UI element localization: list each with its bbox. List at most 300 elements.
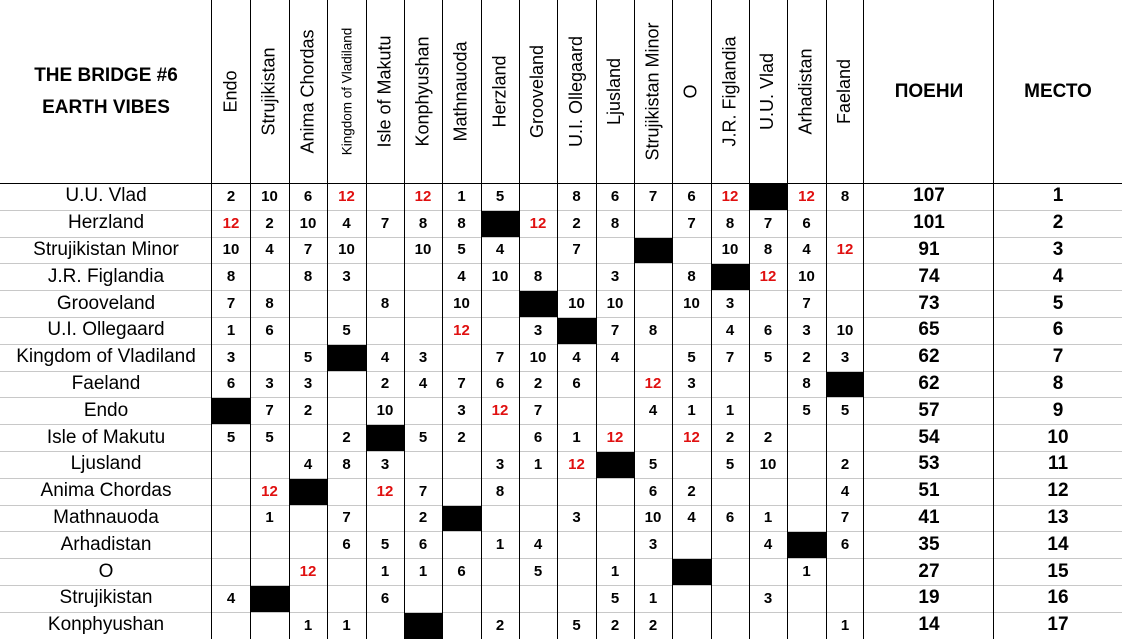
score-cell: 6 bbox=[802, 214, 811, 232]
row-country-name: Isle of Makutu bbox=[46, 426, 166, 448]
score-cell: 2 bbox=[648, 616, 658, 634]
score-cell: 3 bbox=[763, 589, 773, 607]
score-cell: 1 bbox=[648, 589, 658, 607]
row-country-name: Kingdom of Vladiland bbox=[16, 346, 196, 368]
blocked-cell bbox=[442, 506, 481, 532]
score-cell: 1 bbox=[265, 509, 274, 527]
row-country-name: U.I. Ollegaard bbox=[47, 319, 165, 341]
row-gridline bbox=[0, 558, 1122, 559]
total-points: 41 bbox=[918, 506, 940, 528]
score-cell: 4 bbox=[725, 321, 735, 339]
score-cell: 10 bbox=[222, 241, 240, 259]
place-rank: 12 bbox=[1047, 480, 1069, 502]
column-border bbox=[826, 0, 827, 639]
total-points: 91 bbox=[918, 238, 940, 260]
score-cell: 10 bbox=[491, 268, 509, 286]
score-cell: 5 bbox=[380, 536, 390, 554]
score-cell: 7 bbox=[572, 241, 581, 259]
score-cell: 1 bbox=[457, 187, 466, 205]
score-cell: 6 bbox=[533, 429, 543, 447]
score-cell: 4 bbox=[648, 402, 658, 420]
score-cell: 6 bbox=[687, 187, 696, 205]
header-border bbox=[0, 183, 1122, 184]
score-cell: 7 bbox=[533, 402, 543, 420]
column-header bbox=[442, 0, 481, 183]
score-cell: 5 bbox=[648, 455, 658, 473]
score-cell: 2 bbox=[687, 482, 696, 500]
score-cell: 3 bbox=[725, 295, 735, 313]
column-header-label: Grooveland bbox=[527, 44, 548, 139]
score-cell: 7 bbox=[342, 509, 351, 527]
score-cell: 3 bbox=[265, 375, 274, 393]
row-gridline bbox=[0, 505, 1122, 506]
column-border bbox=[557, 0, 558, 639]
score-cell: 3 bbox=[418, 348, 428, 366]
score-cell: 1 bbox=[342, 616, 351, 634]
column-header-label: Kingdom of Vladiland bbox=[339, 27, 354, 156]
total-points: 73 bbox=[918, 292, 940, 314]
sheet-title bbox=[0, 0, 212, 183]
total-points: 101 bbox=[913, 212, 945, 234]
column-border bbox=[289, 0, 290, 639]
score-cell: 6 bbox=[840, 536, 850, 554]
score-cell: 6 bbox=[763, 321, 773, 339]
score-cell: 5 bbox=[572, 616, 581, 634]
row-country-name: Faeland bbox=[71, 372, 141, 394]
place-rank: 3 bbox=[1052, 238, 1064, 260]
score-cell: 8 bbox=[380, 295, 390, 313]
score-cell: 5 bbox=[763, 348, 773, 366]
total-points: 62 bbox=[918, 346, 940, 368]
column-header bbox=[634, 0, 672, 183]
row-country-name: Ljusland bbox=[70, 453, 142, 475]
score-cell: 5 bbox=[226, 429, 236, 447]
column-header-label: U.I. Ollegaard bbox=[566, 35, 586, 148]
score-cell: 12 bbox=[491, 402, 509, 420]
column-header-label: U.U. Vlad bbox=[757, 52, 778, 131]
score-cell: 7 bbox=[802, 295, 811, 313]
column-border bbox=[327, 0, 328, 639]
score-cell: 7 bbox=[265, 402, 274, 420]
score-cell: 5 bbox=[495, 187, 505, 205]
row-gridline bbox=[0, 317, 1122, 318]
column-header-label: Strujikistan bbox=[259, 47, 279, 136]
total-points: 62 bbox=[918, 372, 940, 394]
column-header bbox=[481, 0, 519, 183]
column-header-label: Ljusland bbox=[604, 57, 625, 126]
score-cell: 2 bbox=[342, 429, 351, 447]
column-header bbox=[557, 0, 596, 183]
row-country-name: U.U. Vlad bbox=[65, 185, 147, 207]
blocked-cell bbox=[212, 398, 250, 424]
score-cell: 4 bbox=[226, 589, 236, 607]
column-header-label: Herzland bbox=[489, 55, 510, 128]
row-country-name: Strujikistan Minor bbox=[33, 238, 179, 260]
score-cell: 8 bbox=[840, 187, 850, 205]
row-gridline bbox=[0, 612, 1122, 613]
column-border bbox=[250, 0, 251, 639]
score-cell: 7 bbox=[840, 509, 850, 527]
score-cell: 6 bbox=[610, 187, 620, 205]
column-header-label: Endo bbox=[220, 70, 241, 113]
score-cell: 1 bbox=[802, 563, 811, 581]
row-country-name: J.R. Figlandia bbox=[47, 265, 165, 287]
score-cell: 7 bbox=[303, 241, 313, 259]
column-header bbox=[672, 0, 711, 183]
score-cell: 1 bbox=[495, 536, 505, 554]
column-header bbox=[519, 0, 557, 183]
score-cell: 3 bbox=[840, 348, 850, 366]
column-border bbox=[672, 0, 673, 639]
score-cell: 3 bbox=[648, 536, 658, 554]
score-cell: 4 bbox=[572, 348, 581, 366]
score-cell: 6 bbox=[572, 375, 581, 393]
score-cell: 4 bbox=[418, 375, 428, 393]
score-cell: 7 bbox=[725, 348, 735, 366]
score-cell: 10 bbox=[606, 295, 624, 313]
score-cell: 2 bbox=[265, 214, 274, 232]
score-cell: 8 bbox=[533, 268, 543, 286]
score-cell: 4 bbox=[840, 482, 850, 500]
row-country-name: Grooveland bbox=[56, 292, 156, 314]
score-cell: 5 bbox=[342, 321, 351, 339]
row-gridline bbox=[0, 210, 1122, 211]
score-cell: 3 bbox=[572, 509, 581, 527]
score-cell: 2 bbox=[802, 348, 811, 366]
blocked-cell bbox=[711, 264, 749, 290]
place-rank: 16 bbox=[1047, 587, 1069, 609]
score-cell: 10 bbox=[414, 241, 432, 259]
column-header-label: J.R. Figlandia bbox=[719, 36, 740, 147]
blocked-cell bbox=[634, 238, 672, 264]
blocked-cell bbox=[327, 345, 366, 371]
score-cell: 3 bbox=[342, 268, 351, 286]
place-rank: 11 bbox=[1047, 453, 1069, 475]
column-header-label: Mathnauoda bbox=[451, 41, 471, 142]
score-cell: 8 bbox=[802, 375, 811, 393]
score-cell: 8 bbox=[763, 241, 773, 259]
row-country-name: Arhadistan bbox=[60, 533, 152, 555]
place-rank: 17 bbox=[1047, 614, 1069, 636]
score-cell: 10 bbox=[798, 268, 815, 286]
score-cell: 8 bbox=[687, 268, 696, 286]
score-cell: 12 bbox=[261, 482, 278, 500]
title-line-1: THE BRIDGE #6 bbox=[34, 64, 178, 86]
score-cell: 12 bbox=[568, 455, 585, 473]
score-cell: 7 bbox=[763, 214, 773, 232]
score-cell: 10 bbox=[453, 295, 470, 313]
blocked-cell bbox=[787, 532, 826, 558]
score-cell: 12 bbox=[414, 187, 432, 205]
column-header bbox=[596, 0, 634, 183]
score-cell: 8 bbox=[303, 268, 313, 286]
row-country-name: Herzland bbox=[67, 212, 145, 234]
row-gridline bbox=[0, 397, 1122, 398]
score-cell: 6 bbox=[725, 509, 735, 527]
score-cell: 4 bbox=[303, 455, 313, 473]
blocked-cell bbox=[481, 211, 519, 237]
score-cell: 4 bbox=[802, 241, 811, 259]
place-rank: 14 bbox=[1047, 533, 1069, 555]
score-cell: 6 bbox=[265, 321, 274, 339]
score-cell: 12 bbox=[529, 214, 547, 232]
row-country-name: O bbox=[98, 560, 114, 582]
place-rank: 5 bbox=[1052, 292, 1064, 314]
total-points: 107 bbox=[913, 185, 945, 207]
score-cell: 12 bbox=[453, 321, 470, 339]
score-cell: 7 bbox=[418, 482, 428, 500]
score-cell: 8 bbox=[648, 321, 658, 339]
score-cell: 2 bbox=[725, 429, 735, 447]
score-cell: 2 bbox=[533, 375, 543, 393]
row-gridline bbox=[0, 237, 1122, 238]
column-header-label: Anima Chordas bbox=[297, 29, 318, 154]
score-cell: 10 bbox=[299, 214, 317, 232]
total-points: 54 bbox=[918, 426, 940, 448]
total-points: 14 bbox=[918, 614, 940, 636]
score-cell: 12 bbox=[836, 241, 854, 259]
score-cell: 5 bbox=[418, 429, 428, 447]
row-country-name: Endo bbox=[83, 399, 129, 421]
column-header bbox=[366, 0, 404, 183]
score-cell: 7 bbox=[610, 321, 620, 339]
score-cell: 2 bbox=[610, 616, 620, 634]
score-cell: 1 bbox=[572, 429, 581, 447]
row-gridline bbox=[0, 531, 1122, 532]
column-header-label: Faeland bbox=[834, 58, 855, 125]
column-border bbox=[749, 0, 750, 639]
score-cell: 12 bbox=[759, 268, 777, 286]
total-points: 19 bbox=[918, 587, 940, 609]
place-rank: 9 bbox=[1052, 399, 1064, 421]
column-header bbox=[289, 0, 327, 183]
score-cell: 3 bbox=[495, 455, 505, 473]
score-cell: 1 bbox=[840, 616, 850, 634]
place-rank: 10 bbox=[1047, 426, 1069, 448]
score-cell: 3 bbox=[303, 375, 313, 393]
column-border bbox=[596, 0, 597, 639]
score-cell: 12 bbox=[299, 563, 317, 581]
score-cell: 2 bbox=[418, 509, 428, 527]
column-header-label: Strujikistan Minor bbox=[642, 22, 663, 161]
column-border bbox=[442, 0, 443, 639]
score-cell: 1 bbox=[687, 402, 696, 420]
title-line-2: EARTH VIBES bbox=[42, 96, 170, 118]
place-rank: 8 bbox=[1052, 372, 1064, 394]
score-cell: 10 bbox=[376, 402, 394, 420]
row-gridline bbox=[0, 371, 1122, 372]
score-cell: 10 bbox=[529, 348, 547, 366]
score-cell: 8 bbox=[457, 214, 466, 232]
score-cell: 8 bbox=[610, 214, 620, 232]
score-cell: 12 bbox=[338, 187, 355, 205]
score-cell: 12 bbox=[376, 482, 394, 500]
score-cell: 4 bbox=[380, 348, 390, 366]
column-header-label: Isle of Makutu bbox=[374, 35, 395, 148]
score-cell: 6 bbox=[418, 536, 428, 554]
total-points: 35 bbox=[918, 533, 940, 555]
column-header-label: O bbox=[680, 84, 701, 99]
score-cell: 12 bbox=[606, 429, 624, 447]
points-header: ПОЕНИ bbox=[894, 80, 964, 102]
score-cell: 5 bbox=[610, 589, 620, 607]
total-points: 51 bbox=[918, 480, 940, 502]
score-cell: 3 bbox=[802, 321, 811, 339]
blocked-cell bbox=[596, 452, 634, 478]
score-cell: 3 bbox=[457, 402, 466, 420]
score-cell: 1 bbox=[303, 616, 313, 634]
column-border bbox=[634, 0, 635, 639]
column-border bbox=[366, 0, 367, 639]
score-cell: 7 bbox=[648, 187, 658, 205]
score-cell: 3 bbox=[533, 321, 543, 339]
score-cell: 5 bbox=[840, 402, 850, 420]
score-cell: 8 bbox=[725, 214, 735, 232]
place-header: МЕСТО bbox=[1024, 80, 1092, 102]
score-cell: 7 bbox=[495, 348, 505, 366]
score-cell: 6 bbox=[342, 536, 351, 554]
score-cell: 6 bbox=[648, 482, 658, 500]
row-gridline bbox=[0, 290, 1122, 291]
name-column-border bbox=[211, 0, 212, 639]
score-cell: 2 bbox=[380, 375, 390, 393]
score-cell: 2 bbox=[303, 402, 313, 420]
column-border bbox=[481, 0, 482, 639]
score-cell: 4 bbox=[265, 241, 274, 259]
column-border bbox=[711, 0, 712, 639]
score-cell: 10 bbox=[261, 187, 278, 205]
score-cell: 4 bbox=[457, 268, 466, 286]
score-cell: 8 bbox=[265, 295, 274, 313]
points-column-border bbox=[863, 0, 864, 639]
score-cell: 5 bbox=[265, 429, 274, 447]
score-cell: 4 bbox=[763, 536, 773, 554]
row-country-name: Mathnauoda bbox=[53, 506, 159, 528]
place-rank: 2 bbox=[1052, 212, 1064, 234]
score-cell: 12 bbox=[222, 214, 240, 232]
row-gridline bbox=[0, 451, 1122, 452]
score-cell: 2 bbox=[495, 616, 505, 634]
score-cell: 3 bbox=[610, 268, 620, 286]
blocked-cell bbox=[749, 184, 787, 210]
score-cell: 1 bbox=[610, 563, 620, 581]
score-cell: 5 bbox=[802, 402, 811, 420]
column-border bbox=[519, 0, 520, 639]
place-column-border bbox=[993, 0, 994, 639]
total-points: 65 bbox=[918, 319, 940, 341]
score-cell: 5 bbox=[533, 563, 543, 581]
score-cell: 3 bbox=[687, 375, 696, 393]
score-cell: 3 bbox=[380, 455, 390, 473]
place-rank: 6 bbox=[1052, 319, 1064, 341]
score-cell: 1 bbox=[226, 321, 236, 339]
score-cell: 1 bbox=[763, 509, 773, 527]
row-country-name: Anima Chordas bbox=[40, 480, 172, 502]
score-cell: 4 bbox=[610, 348, 620, 366]
row-gridline bbox=[0, 344, 1122, 345]
score-cell: 10 bbox=[721, 241, 739, 259]
score-cell: 7 bbox=[380, 214, 390, 232]
place-rank: 1 bbox=[1052, 185, 1064, 207]
blocked-cell bbox=[519, 291, 557, 317]
column-header bbox=[212, 0, 250, 183]
row-gridline bbox=[0, 424, 1122, 425]
column-header-label: Konphyushan bbox=[412, 36, 433, 147]
total-points: 53 bbox=[918, 453, 940, 475]
row-gridline bbox=[0, 263, 1122, 264]
column-header bbox=[404, 0, 442, 183]
column-header bbox=[787, 0, 826, 183]
score-cell: 1 bbox=[533, 455, 543, 473]
score-cell: 6 bbox=[303, 187, 313, 205]
score-cell: 8 bbox=[572, 187, 581, 205]
score-cell: 4 bbox=[533, 536, 543, 554]
score-cell: 7 bbox=[457, 375, 466, 393]
blocked-cell bbox=[366, 425, 404, 451]
score-cell: 5 bbox=[303, 348, 313, 366]
place-rank: 13 bbox=[1047, 506, 1069, 528]
score-cell: 7 bbox=[687, 214, 696, 232]
score-cell: 6 bbox=[226, 375, 236, 393]
score-cell: 6 bbox=[457, 563, 466, 581]
blocked-cell bbox=[289, 479, 327, 505]
score-cell: 12 bbox=[798, 187, 815, 205]
score-cell: 2 bbox=[572, 214, 581, 232]
total-points: 57 bbox=[918, 399, 940, 421]
column-header bbox=[327, 0, 366, 183]
row-country-name: Strujikistan bbox=[59, 587, 153, 609]
row-gridline bbox=[0, 585, 1122, 586]
score-cell: 1 bbox=[725, 402, 735, 420]
column-header-label: Arhadistan bbox=[796, 48, 816, 135]
score-cell: 10 bbox=[644, 509, 662, 527]
column-border bbox=[404, 0, 405, 639]
score-cell: 3 bbox=[226, 348, 236, 366]
score-cell: 5 bbox=[725, 455, 735, 473]
score-cell: 2 bbox=[457, 429, 466, 447]
column-header bbox=[749, 0, 787, 183]
score-cell: 12 bbox=[683, 429, 700, 447]
column-header bbox=[250, 0, 289, 183]
score-cell: 10 bbox=[683, 295, 700, 313]
score-cell: 4 bbox=[342, 214, 351, 232]
score-cell: 6 bbox=[380, 589, 390, 607]
blocked-cell bbox=[826, 372, 864, 398]
score-cell: 2 bbox=[840, 455, 850, 473]
score-cell: 2 bbox=[226, 187, 236, 205]
column-header bbox=[826, 0, 864, 183]
score-cell: 10 bbox=[759, 455, 777, 473]
row-country-name: Konphyushan bbox=[47, 614, 165, 636]
score-cell: 5 bbox=[457, 241, 466, 259]
score-cell: 10 bbox=[836, 321, 854, 339]
score-cell: 12 bbox=[644, 375, 662, 393]
place-rank: 4 bbox=[1052, 265, 1064, 287]
score-cell: 4 bbox=[687, 509, 696, 527]
score-cell: 2 bbox=[763, 429, 773, 447]
score-cell: 8 bbox=[226, 268, 236, 286]
blocked-cell bbox=[557, 318, 596, 344]
score-cell: 6 bbox=[495, 375, 505, 393]
score-cell: 5 bbox=[687, 348, 696, 366]
row-gridline bbox=[0, 478, 1122, 479]
score-cell: 1 bbox=[380, 563, 390, 581]
score-cell: 8 bbox=[495, 482, 505, 500]
place-rank: 15 bbox=[1047, 560, 1069, 582]
score-cell: 10 bbox=[568, 295, 585, 313]
score-cell: 8 bbox=[418, 214, 428, 232]
score-cell: 4 bbox=[495, 241, 505, 259]
